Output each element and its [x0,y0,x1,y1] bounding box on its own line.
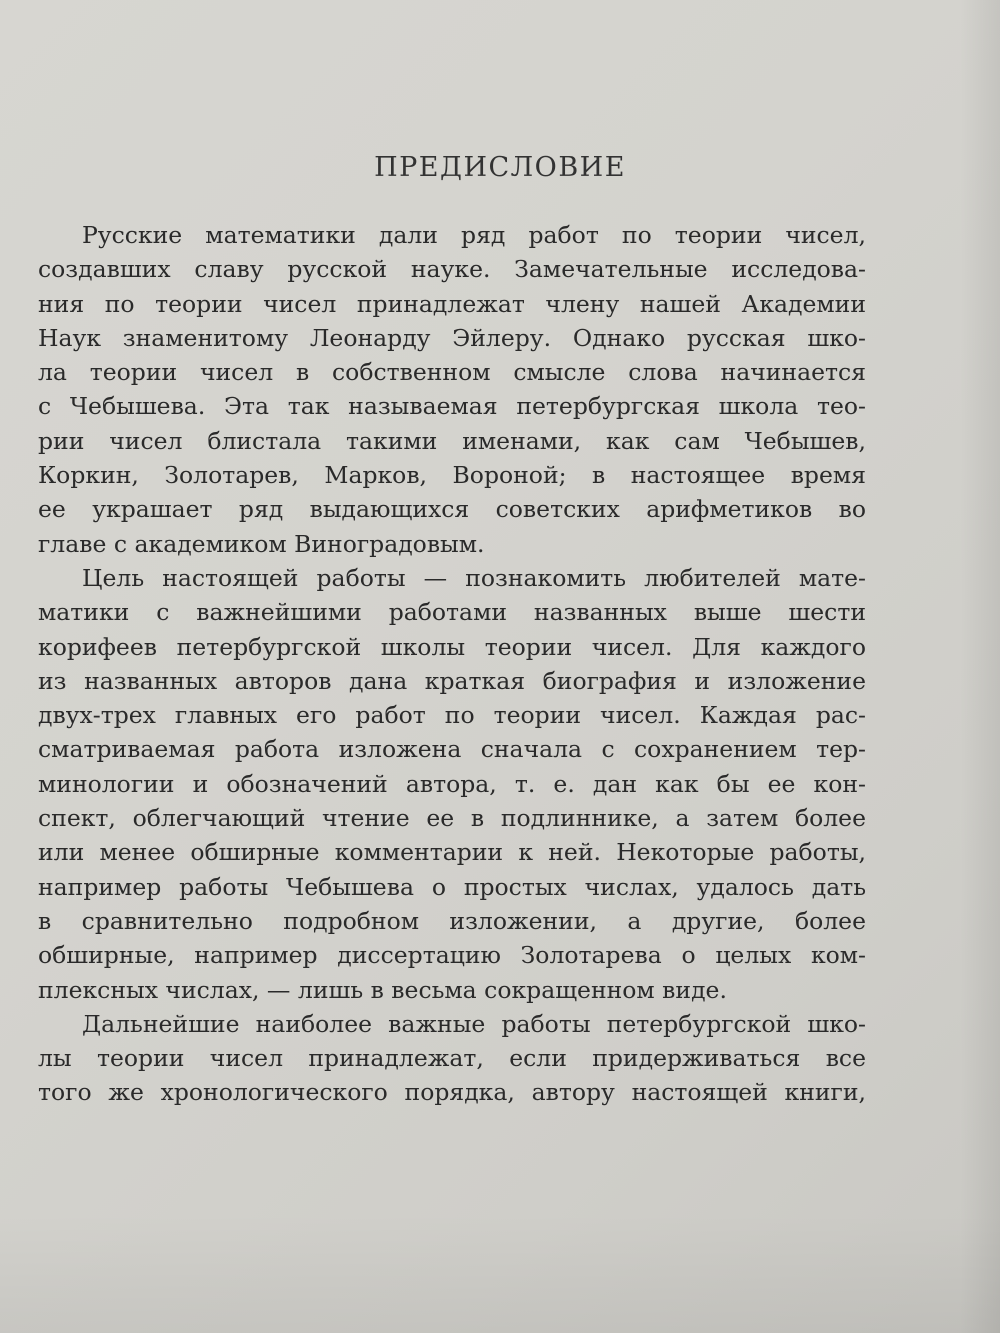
text-line: например работы Чебышева о простых числах, удалось дать [38,872,866,901]
text-line: из названных авторов дана краткая биография и изложение [38,666,866,695]
text-line: минологии и обозначений автора, т. е. дан как бы ее кон- [38,769,866,798]
text-line: с Чебышева. Эта так называемая петербургская школа тео- [38,392,866,421]
text-line: того же хронологического порядка, автору настоящей книги, [38,1078,866,1107]
text-line: ее украшает ряд выдающихся советских арифметиков во [38,495,866,524]
text-line: корифеев петербургской школы теории чисел. Для каждого [38,632,866,661]
text-line: Цель настоящей работы — познакомить любителей мате- [82,563,866,592]
paragraph-3 [38,1007,866,1110]
paragraph-1 [38,218,866,561]
text-line: рии чисел блистала такими именами, как сам Чебышев, [38,426,866,455]
text-line: матики с важнейшими работами названных выше шести [38,598,866,627]
text-line: плексных числах, — лишь в весьма сокращенном виде. [38,975,727,1004]
text-line: или менее обширные комментарии к ней. Некоторые работы, [38,838,866,867]
text-line: ния по теории чисел принадлежат члену нашей Академии [38,289,866,318]
text-line: главе с академиком Виноградовым. [38,529,485,558]
page-bottom-shade [0,1213,1000,1333]
paragraph-2 [38,561,866,1007]
text-line: двух-трех главных его работ по теории чисел. Каждая рас- [38,701,866,730]
text-line: в сравнительно подробном изложении, а другие, более [38,906,866,935]
text-line: Наук знаменитому Леонарду Эйлеру. Однако русская шко- [38,323,866,352]
text-line: Дальнейшие наиболее важные работы петербургской шко- [82,1009,866,1038]
text-line: спект, облегчающий чтение ее в подлиннике, а затем более [38,804,866,833]
text-line: ла теории чисел в собственном смысле слова начинается [38,358,866,387]
body-text [38,218,866,1110]
text-line: создавших славу русской науке. Замечательные исследова- [38,255,866,284]
text-line: Коркин, Золотарев, Марков, Вороной; в настоящее время [38,461,866,490]
page-title: ПРЕДИСЛОВИЕ [374,152,626,183]
text-line: Русские математики дали ряд работ по теории чисел, [82,221,866,249]
page-shadow [960,0,1000,1333]
text-line: сматриваемая работа изложена сначала с сохранением тер- [38,735,866,764]
text-line: лы теории чисел принадлежат, если придерживаться все [38,1044,866,1073]
text-line: обширные, например диссертацию Золотарева о целых ком- [38,941,866,970]
